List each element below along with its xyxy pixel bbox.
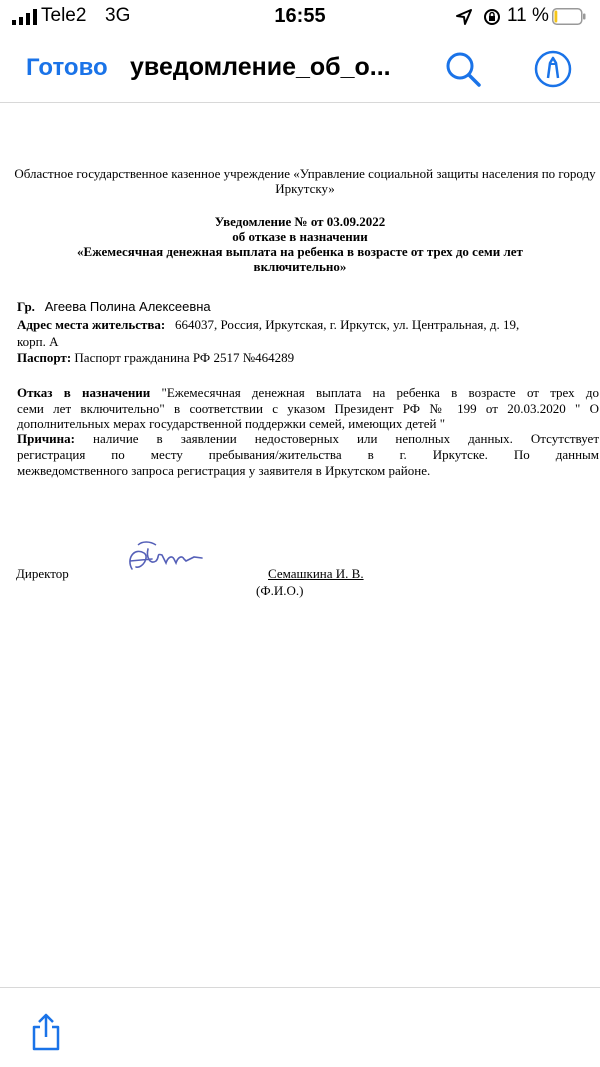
done-button[interactable]: Готово [26,54,108,81]
carrier-name: Tele2 [41,5,87,26]
rotation-lock-icon [483,8,501,26]
title-line-1: Уведомление № от 03.09.2022 [214,214,386,229]
organization-header: Областное государственное казенное учреждение «Управление социальной защиты населения по городу Иркутску» [14,166,596,196]
citizen-label: Гр. [17,299,35,314]
refusal-label: Отказ в назначении [17,385,151,400]
citizen-row [17,299,211,314]
refusal-line-2: семи лет включительно" в соответствии с указом Президент РФ № 199 от 20.03.2020 " О [17,401,599,416]
citizen-name: Агеева Полина Алексеевна [44,299,211,314]
title-line-2: об отказе в назначении [232,229,368,244]
director-name: Семашкина И. В. [268,566,364,581]
document-title: уведомление_об_о... [130,53,391,81]
share-icon[interactable] [30,1013,62,1051]
fio-note: (Ф.И.О.) [256,583,304,598]
passport-value: Паспорт гражданина РФ 2517 №464289 [74,350,295,365]
refusal-line-3: дополнительных мерах государственной поддержки семей, имеющих детей " [17,416,445,431]
markup-pen-icon[interactable] [533,49,573,89]
clock: 16:55 [274,5,326,27]
address-continuation: корп. А [17,334,59,349]
bottom-toolbar [0,987,600,1067]
reason-line-1 [17,431,599,446]
passport-row [17,350,294,365]
director-label: Директор [16,566,69,581]
refusal-line-1 [17,385,599,400]
notice-title [0,214,600,274]
search-icon[interactable] [444,50,482,88]
reason-text-1: наличие в заявлении недостоверных или неполных данных. Отсутствует [93,431,600,446]
address-label: Адрес места жительства: [17,317,166,332]
reason-line-2: регистрация по месту пребывания/жительства в г. Иркутске. По данным [17,447,599,462]
address-value: 664037, Россия, Иркутская, г. Иркутск, ул. Центральная, д. 19, [175,317,520,332]
passport-label: Паспорт: [17,350,72,365]
document-page[interactable] [0,103,600,983]
network-type: 3G [105,5,131,26]
reason-line-3: межведомственного запроса регистрация у заявителя в Иркутском районе. [17,463,431,478]
title-line-4: включительно» [253,259,347,274]
reason-label: Причина: [17,431,75,446]
battery-percent: 11 % [507,5,549,26]
title-line-3: «Ежемесячная денежная выплата на ребенка в возрасте от трех до семи лет [77,244,523,259]
location-arrow-icon [456,9,472,25]
address-row [17,317,519,332]
status-bar [0,0,600,36]
nav-bar [0,40,600,103]
battery-icon [552,8,586,25]
refusal-text-1: "Ежемесячная денежная выплата на ребенка в возрасте от трех до [161,385,599,400]
signature-image [122,539,212,575]
